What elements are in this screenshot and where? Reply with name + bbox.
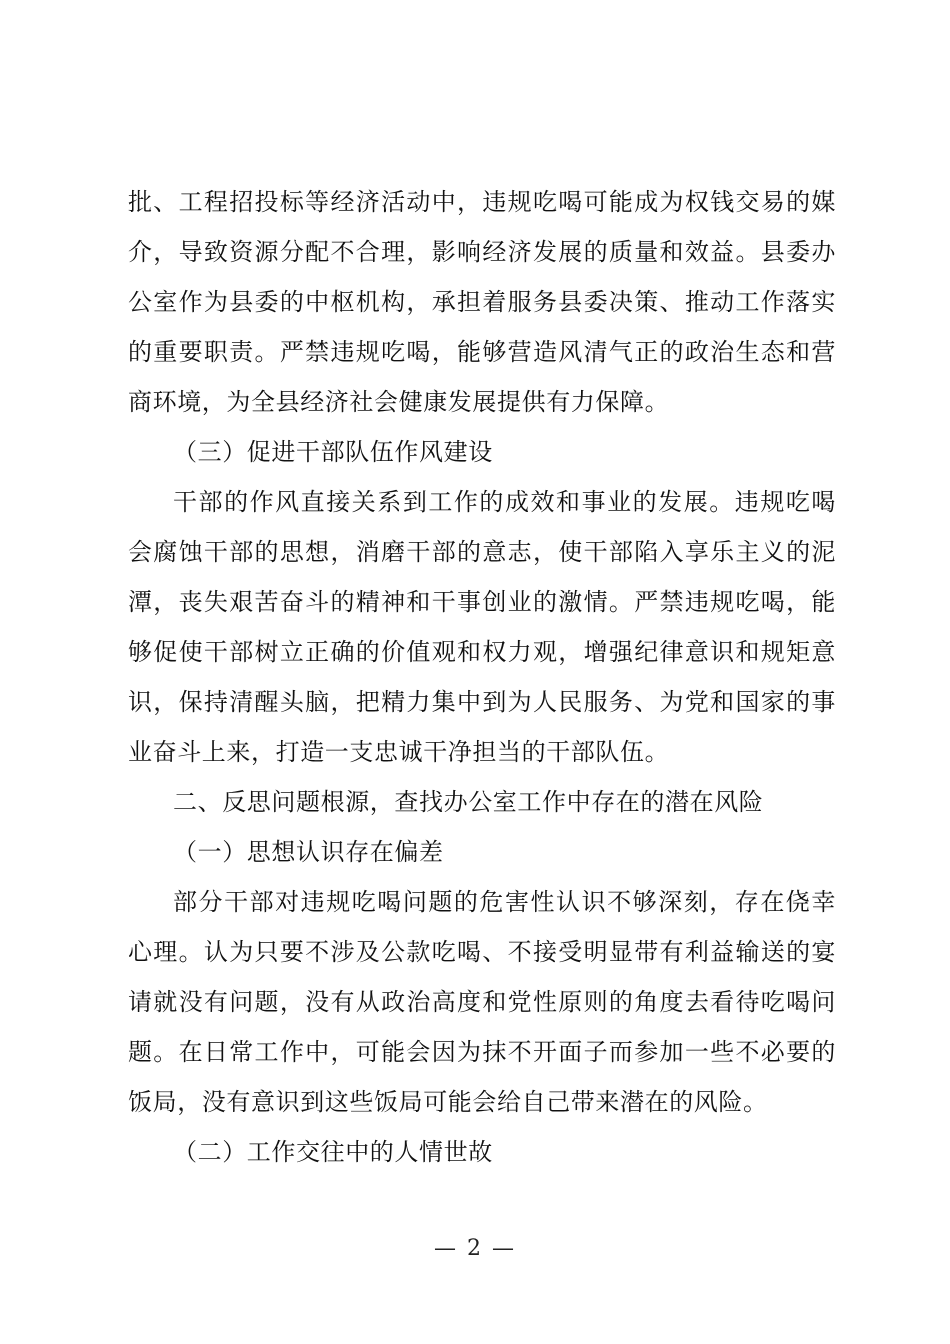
- page-number: — 2 —: [434, 1236, 516, 1261]
- subheading-1: （一）思想认识存在偏差: [173, 838, 444, 866]
- subheading-2: （二）工作交往中的人情世故: [173, 1138, 493, 1166]
- body-text: [128, 177, 836, 1177]
- subheading-3: （三）促进干部队伍作风建设: [173, 438, 493, 466]
- paragraph-cadre-style: 干部的作风直接关系到工作的成效和事业的发展。违规吃喝会腐蚀干部的思想，消磨干部的意志，使干部陷入享乐主义的泥潭，丧失艰苦奋斗的精神和干事创业的激情。严禁违规吃喝，能够促使干部树立正确的价值观和权力观，增强纪律意识和规矩意识，保持清醒头脑，把精力集中到为人民服务、为党和国家的事业奋斗上来，打造一支忠诚干净担当的干部队伍。: [128, 488, 836, 766]
- section-heading-2: 二、反思问题根源，查找办公室工作中存在的潜在风险: [173, 788, 764, 816]
- paragraph-continuation: 批、工程招投标等经济活动中，违规吃喝可能成为权钱交易的媒介，导致资源分配不合理，影响经济发展的质量和效益。县委办公室作为县委的中枢机构，承担着服务县委决策、推动工作落实的重要职责。严禁违规吃喝，能够营造风清气正的政治生态和营商环境，为全县经济社会健康发展提供有力保障。: [128, 188, 836, 416]
- paragraph-thinking: 部分干部对违规吃喝问题的危害性认识不够深刻，存在侥幸心理。认为只要不涉及公款吃喝、不接受明显带有利益输送的宴请就没有问题，没有从政治高度和党性原则的角度去看待吃喝问题。在日常工作中，可能会因为抹不开面子而参加一些不必要的饭局，没有意识到这些饭局可能会给自己带来潜在的风险。: [128, 888, 836, 1116]
